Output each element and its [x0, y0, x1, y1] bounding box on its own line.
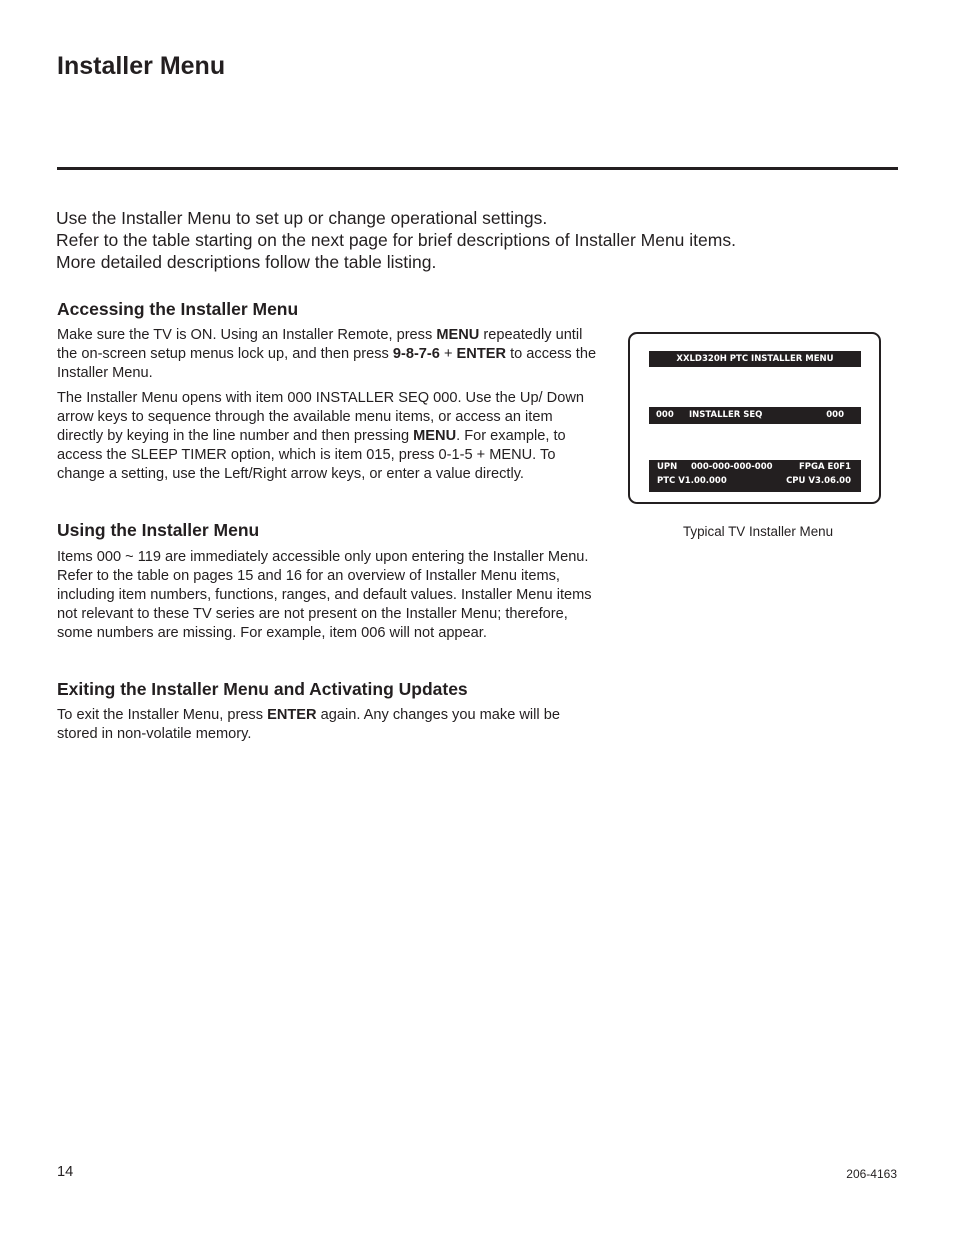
tv-menu-info-box — [649, 460, 861, 492]
key-menu: MENU — [413, 428, 457, 444]
figure-caption: Typical TV Installer Menu — [682, 524, 834, 539]
seq-item-number: 000 — [656, 410, 674, 420]
intro-text — [56, 207, 756, 273]
text-run: again. Any changes you make will be stored in non-volatile memory. — [57, 707, 560, 742]
ptc-version: PTC V1.00.000 — [657, 476, 727, 486]
tv-menu-seq-row — [649, 407, 861, 424]
exiting-paragraph — [57, 706, 597, 744]
text-run: The Installer Menu opens with item 000 INSTALLER SEQ 000. Use the Up/ Down arrow keys to sequence through the available menu items, or access an item directly by keying in the line number and then pressing — [57, 390, 584, 444]
accessing-paragraph-1 — [57, 326, 597, 383]
intro-line: Use the Installer Menu to set up or change operational settings. — [56, 208, 548, 228]
tv-menu-title: XXLD320H PTC INSTALLER MENU — [649, 351, 861, 367]
text-run: + — [439, 346, 457, 362]
seq-label: INSTALLER SEQ — [689, 410, 763, 420]
page-title: Installer Menu — [57, 52, 226, 80]
section-heading-using: Using the Installer Menu — [57, 520, 260, 540]
upn-value: 000-000-000-000 — [691, 462, 773, 472]
key-enter: ENTER — [456, 346, 507, 362]
upn-label: UPN — [657, 462, 678, 472]
text-run: To exit the Installer Menu, press — [57, 707, 268, 723]
text-run: repeatedly until the on-screen setup menus lock up, and then press — [57, 327, 583, 362]
title-divider — [57, 167, 898, 170]
accessing-paragraph-2 — [57, 389, 597, 484]
section-heading-exiting: Exiting the Installer Menu and Activating Updates — [57, 679, 468, 699]
page-number: 14 — [57, 1164, 74, 1180]
key-menu: MENU — [436, 327, 480, 343]
key-enter: ENTER — [267, 707, 317, 723]
cpu-version: CPU V3.06.00 — [786, 476, 851, 486]
intro-line: Refer to the table starting on the next page for brief descriptions of Installer Menu items. More detailed descriptions follow the table listing. — [56, 230, 736, 272]
text-run: . For example, to access the SLEEP TIMER option, which is item 015, press 0-1-5 + MENU. To change a setting, use the Left/Right arrow keys, or enter a value directly. — [57, 428, 566, 482]
key-sequence: 9-8-7-6 — [392, 346, 440, 362]
fpga-version: FPGA E0F1 — [799, 462, 851, 472]
section-heading-accessing: Accessing the Installer Menu — [57, 299, 299, 319]
document-number: 206-4163 — [846, 1167, 897, 1181]
text-run: to access the Installer Menu. — [57, 346, 597, 381]
seq-value: 000 — [826, 410, 844, 420]
text-run: Make sure the TV is ON. Using an Installer Remote, press — [57, 327, 437, 343]
using-paragraph: Items 000 ~ 119 are immediately accessible only upon entering the Installer Menu. Refer to the table on pages 15 and 16 for an overview of Installer Menu items, including item numbers, functions, ranges, and default values. Installer Menu items not relevant to these TV series are not present on the Installer Menu; therefore, some numbers are missing. For example, item 006 will not appear. — [57, 549, 592, 641]
tv-screen-illustration — [628, 332, 881, 504]
